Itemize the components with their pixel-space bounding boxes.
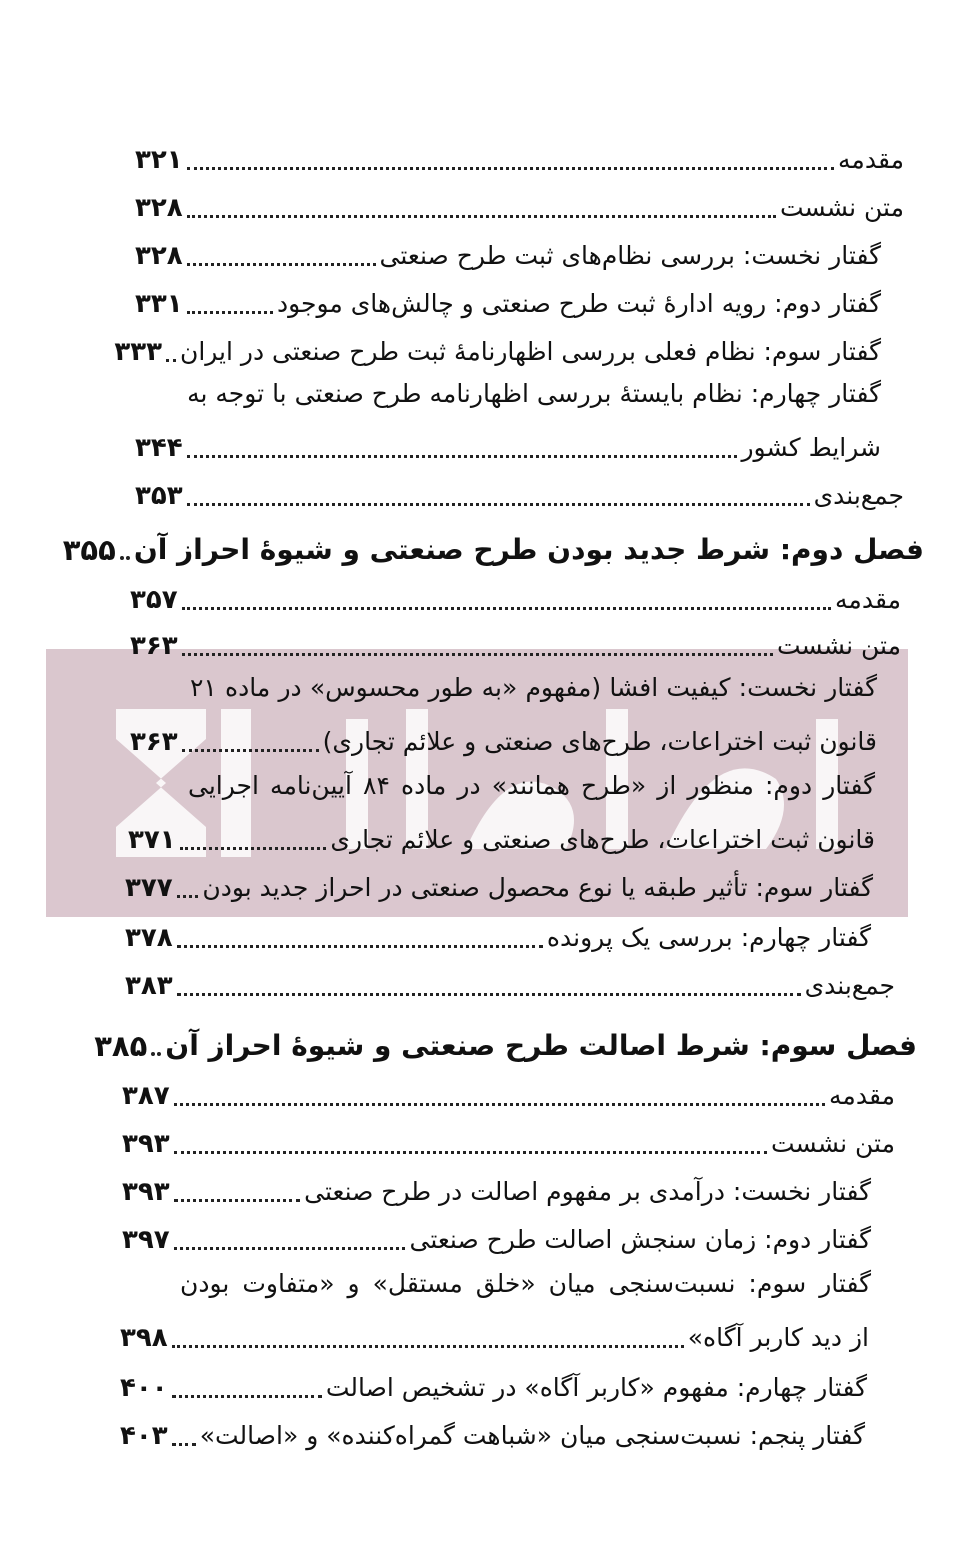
toc-entry: [125, 962, 895, 1006]
toc-entry-page: ۳۹۸: [120, 1323, 168, 1353]
toc-chapter-title: فصل سوم: شرط اصالت طرح صنعتی و شیوهٔ احراز آن: [165, 1029, 917, 1062]
toc-entry-page: ۳۶۳: [130, 631, 178, 661]
toc-entry-title: گفتار دوم: زمان سنجش اصالت طرح صنعتی: [409, 1225, 871, 1254]
toc-entry-page: ۳۷۱: [128, 825, 176, 855]
toc-entry: [135, 472, 904, 516]
toc-leader-dots: [120, 556, 130, 560]
toc-entry-title: جمع‌بندی: [813, 481, 904, 510]
toc-entry-page: ۳۲۸: [135, 193, 183, 223]
toc-leader-dots: [177, 895, 199, 898]
toc-chapter-entry: [94, 1022, 917, 1066]
toc-entry: [120, 1364, 867, 1408]
toc-entry-page: ۳۸۷: [122, 1081, 170, 1111]
toc-entry-page: ۳۸۳: [125, 971, 173, 1001]
toc-entry: [122, 1216, 871, 1260]
toc-entry-continued-line: گفتار دوم: منظور از «طرح همانند» در ماده ۸۴ آیین‌نامه اجرایی: [188, 771, 875, 800]
toc-leader-dots: [174, 1103, 825, 1106]
toc-entry-page: ۳۷۷: [125, 873, 173, 903]
toc-leader-dots: [172, 1395, 322, 1398]
toc-entry-page: ۳۹۳: [122, 1129, 170, 1159]
toc-leader-dots: [151, 1052, 161, 1056]
toc-entry: [122, 1120, 895, 1164]
toc-chapter-entry: [62, 526, 924, 570]
toc-entry: [114, 328, 881, 372]
toc-leader-dots: [187, 455, 738, 458]
toc-entry: [130, 576, 901, 620]
toc-entry-page: ۳۵۳: [135, 481, 183, 511]
toc-entry-page: ۳۳۳: [114, 337, 162, 367]
toc-entry-title: مقدمه: [829, 1081, 895, 1110]
toc-entry-continued-line: گفتار چهارم: نظام بایستهٔ بررسی اظهارنامه طرح صنعتی با توجه به: [187, 379, 881, 408]
toc-chapter-page: ۳۵۵: [62, 533, 116, 567]
toc-entry-title: گفتار چهارم: مفهوم «کاربر آگاه» در تشخیص اصالت: [325, 1373, 867, 1402]
toc-leader-dots: [187, 311, 273, 314]
toc-leader-dots: [187, 503, 810, 506]
toc-leader-dots: [174, 1151, 767, 1154]
toc-entry-title: متن نشست: [776, 631, 901, 660]
toc-entry: [128, 816, 875, 860]
toc-entry: [135, 184, 904, 228]
toc-entry-title: گفتار سوم: تأثیر طبقه یا نوع محصول صنعتی در احراز جدید بودن: [202, 873, 873, 902]
toc-entry: [135, 232, 881, 276]
toc-chapter-page: ۳۸۵: [94, 1029, 148, 1063]
toc-leader-dots: [177, 993, 801, 996]
toc-entry: [135, 136, 904, 180]
toc-entry-page: ۳۹۳: [122, 1177, 170, 1207]
toc-entry: [125, 914, 871, 958]
toc-entry-title: مقدمه: [835, 585, 901, 614]
toc-leader-dots: [177, 945, 543, 948]
toc-entry-title: گفتار نخست: بررسی نظام‌های ثبت طرح صنعتی: [379, 241, 881, 270]
toc-entry-title: قانون ثبت اختراعات، طرح‌های صنعتی و علائم تجاری: [330, 825, 875, 854]
toc-entry-page: ۳۵۷: [130, 585, 178, 615]
toc-entry-continued-line: گفتار سوم: نسبت‌سنجی میان «خلق مستقل» و «متفاوت بودن: [180, 1269, 871, 1298]
toc-entry-title: گفتار چهارم: بررسی یک پرونده: [546, 923, 871, 952]
toc-entry-page: ۳۲۱: [135, 145, 183, 175]
toc-entry-title: جمع‌بندی: [804, 971, 895, 1000]
toc-entry: [120, 1412, 865, 1456]
toc-leader-dots: [187, 215, 776, 218]
toc-entry: [130, 718, 877, 762]
toc-entry: [135, 424, 881, 468]
toc-leader-dots: [174, 1247, 406, 1250]
toc-entry-title: قانون ثبت اختراعات، طرح‌های صنعتی و علائم تجاری): [322, 727, 877, 756]
toc-entry-title: گفتار پنجم: نسبت‌سنجی میان «شباهت گمراه‌کننده» و «اصالت»: [199, 1421, 865, 1450]
toc-entry: [122, 1168, 871, 1212]
toc-entry: [130, 622, 901, 666]
toc-entry-title: مقدمه: [838, 145, 904, 174]
toc-entry: [122, 1072, 895, 1116]
toc-leader-dots: [174, 1199, 301, 1202]
toc-entry-title: متن نشست: [779, 193, 904, 222]
toc-entry-title: متن نشست: [770, 1129, 895, 1158]
toc-leader-dots: [166, 359, 176, 362]
toc-leader-dots: [180, 847, 327, 850]
toc-entry-title: از دید کاربر آگاه»: [687, 1323, 869, 1352]
toc-entry: [135, 280, 881, 324]
toc-entry-page: ۳۳۱: [135, 289, 183, 319]
toc-leader-dots: [182, 653, 773, 656]
toc-entry-title: شرایط کشور: [741, 433, 881, 462]
toc-chapter-title: فصل دوم: شرط جدید بودن طرح صنعتی و شیوهٔ احراز آن: [133, 533, 924, 566]
toc-leader-dots: [187, 167, 834, 170]
toc-entry-page: ۳۷۸: [125, 923, 173, 953]
toc-entry-title: گفتار نخست: درآمدی بر مفهوم اصالت در طرح صنعتی: [304, 1177, 871, 1206]
toc-entry-page: ۳۶۳: [130, 727, 178, 757]
toc-entry-continued-line: گفتار نخست: کیفیت افشا (مفهوم «به طور محسوس» در ماده ۲۱: [190, 673, 877, 702]
toc-entry-page: ۳۴۴: [135, 433, 183, 463]
toc-entry-page: ۳۹۷: [122, 1225, 170, 1255]
toc-entry-title: گفتار دوم: رویه ادارهٔ ثبت طرح صنعتی و چالش‌های موجود: [276, 289, 881, 318]
toc-entry: [125, 864, 873, 908]
toc-entry-page: ۴۰۳: [120, 1421, 168, 1451]
toc-entry-page: ۳۲۸: [135, 241, 183, 271]
toc-entry: [120, 1314, 869, 1358]
toc-leader-dots: [172, 1443, 196, 1446]
toc-leader-dots: [182, 749, 319, 752]
toc-leader-dots: [182, 607, 831, 610]
toc-entry-title: گفتار سوم: نظام فعلی بررسی اظهارنامهٔ ثبت طرح صنعتی در ایران: [179, 337, 881, 366]
toc-leader-dots: [187, 263, 376, 266]
toc-entry-page: ۴۰۰: [120, 1373, 168, 1403]
toc-leader-dots: [172, 1345, 684, 1348]
